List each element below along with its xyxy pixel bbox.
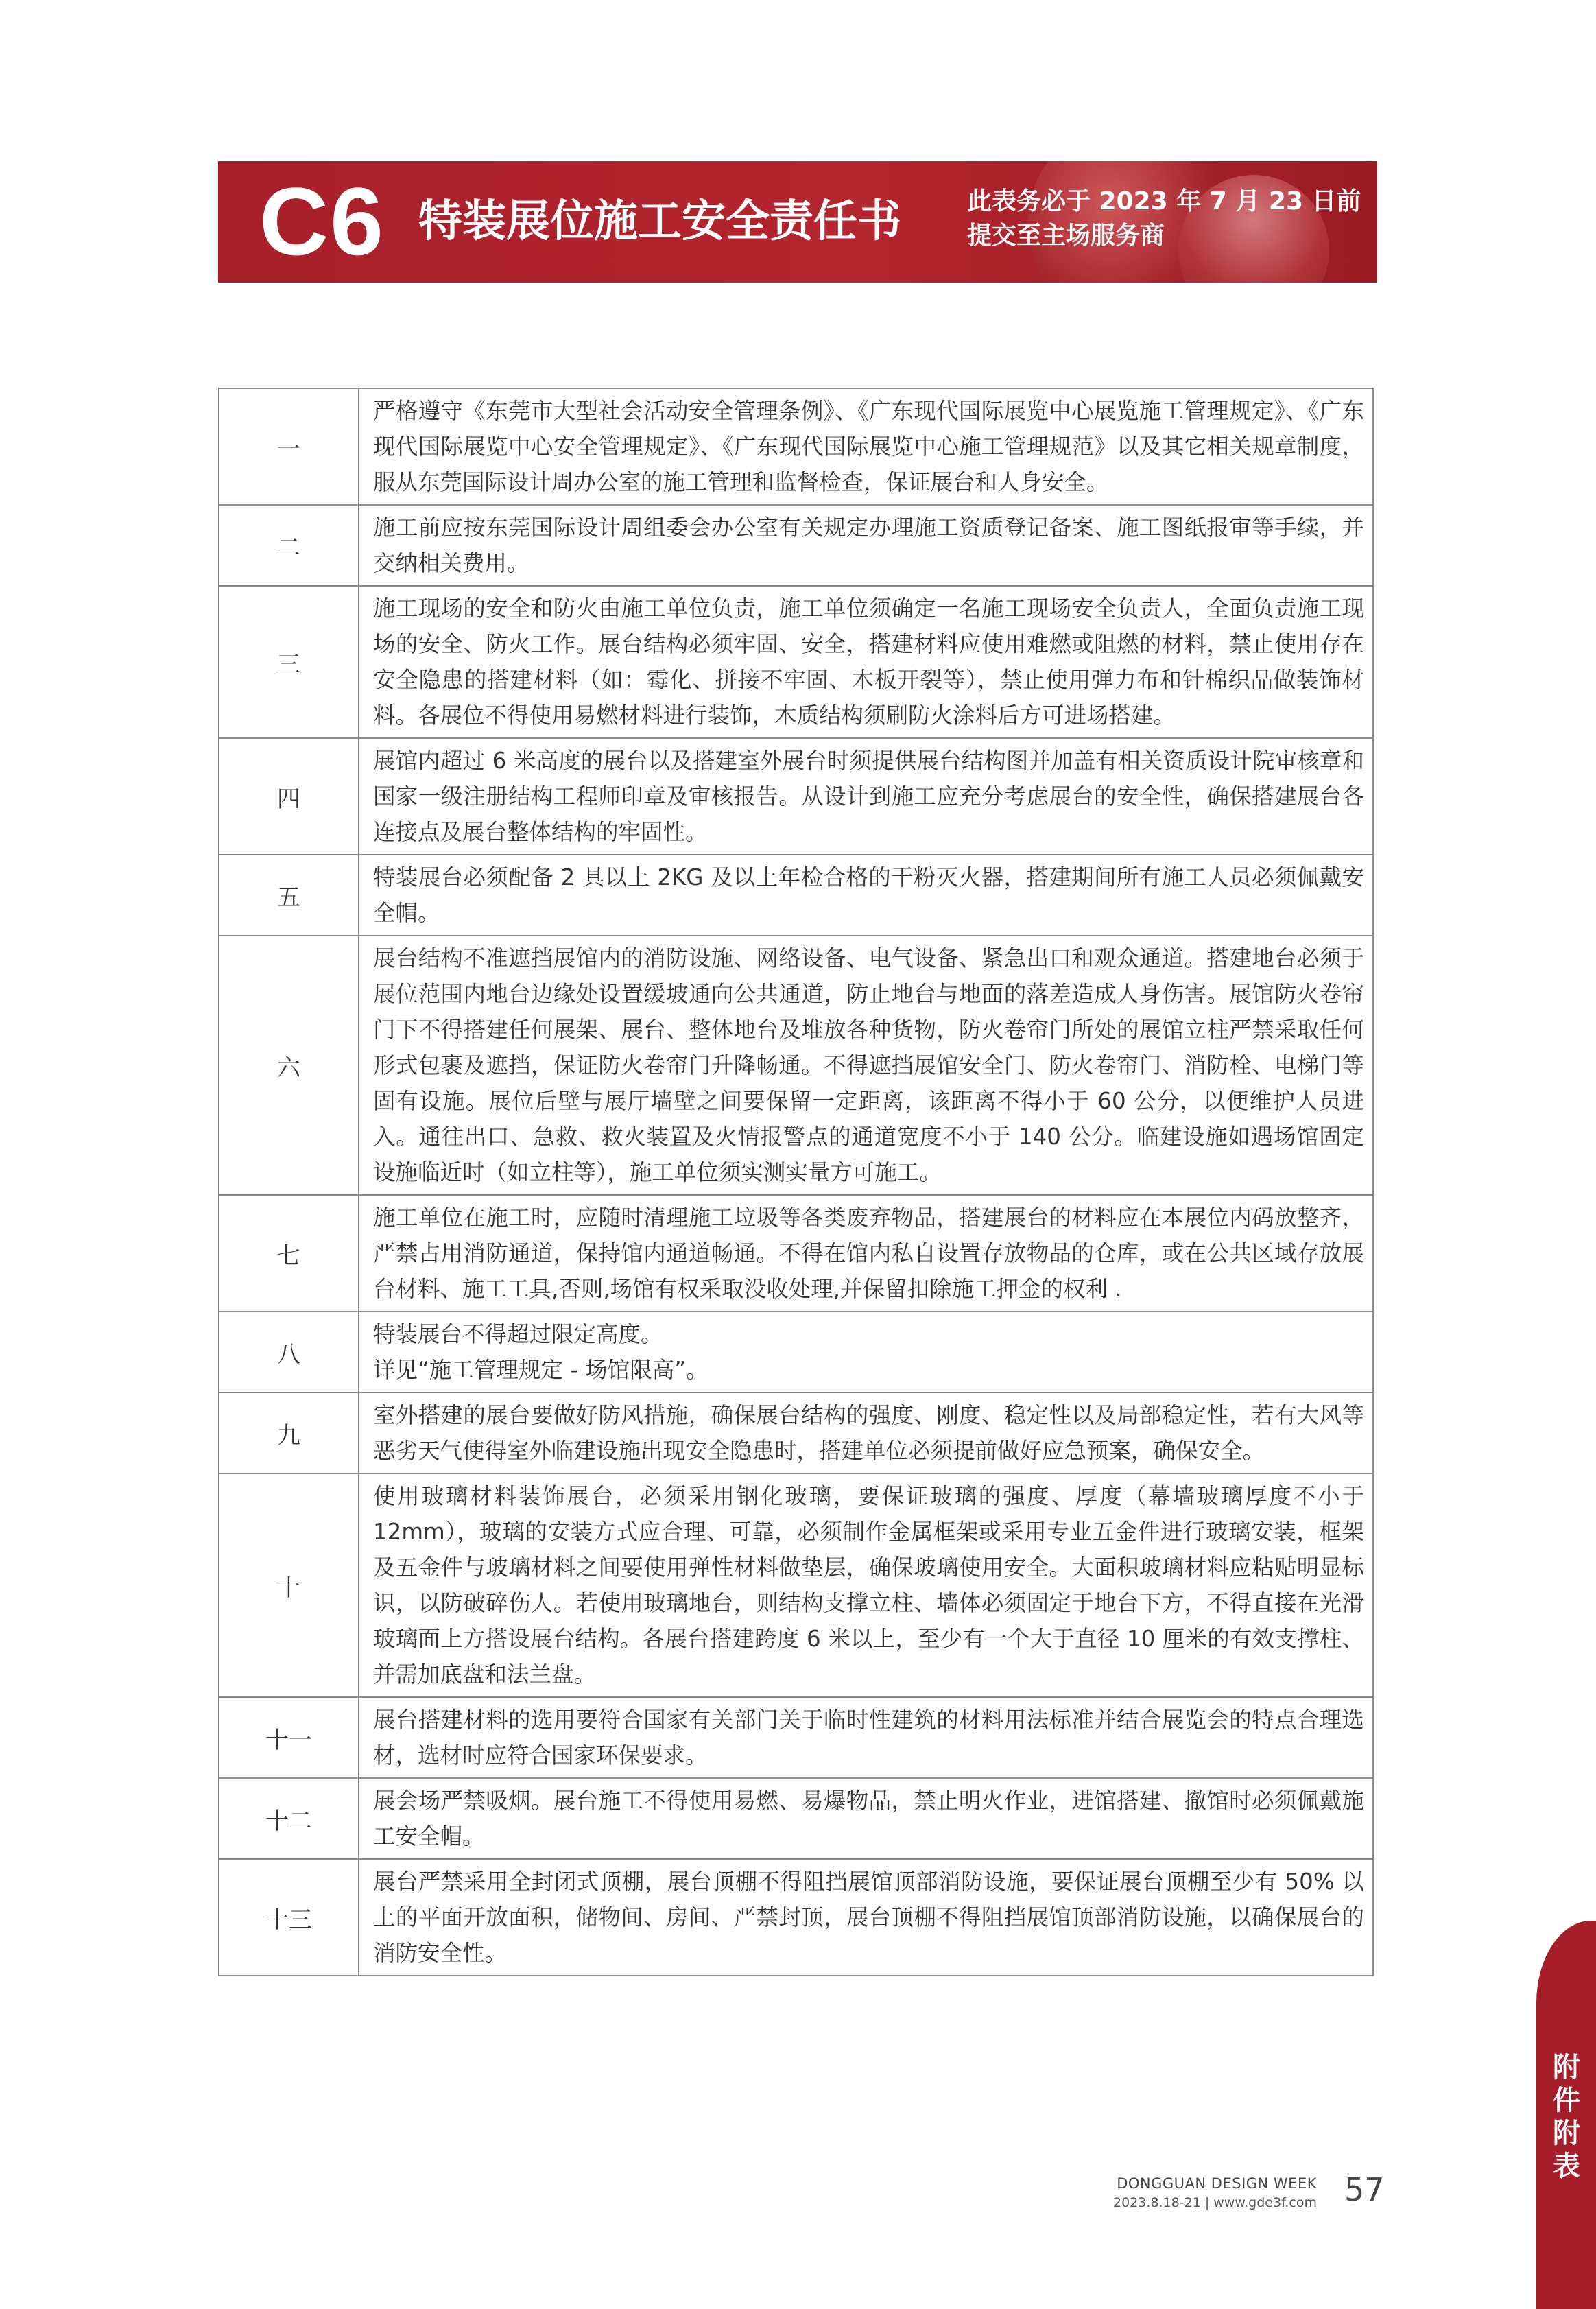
rule-text: 展台结构不准遮挡展馆内的消防设施、网络设备、电气设备、紧急出口和观众通道。搭建地台必须于展位范围内地台边缘处设置缓坡通向公共通道，防止地台与地面的落差造成人身伤害。展馆防火卷帘门下不得搭建任何展架、展台、整体地台及堆放各种货物，防火卷帘门所处的展馆立柱严禁采取任何形式包裹及遮挡，保证防火卷帘门升降畅通。不得遮挡展馆安全门、防火卷帘门、消防栓、电梯门等固有设施。展位后壁与展厅墙壁之间要保留一定距离，该距离不得小于 60 公分，以便维护人员进入。通往出口、急救、救火装置及火情报警点的通道宽度不小于 140 公分。临建设施如遇场馆固定设施临近时（如立柱等），施工单位须实测实量方可施工。 (359, 936, 1373, 1195)
rule-number: 七 (219, 1195, 359, 1312)
table-row (219, 1195, 1373, 1312)
side-tab-label: 附件附表 (1553, 2052, 1580, 2182)
table-row (219, 586, 1373, 738)
rule-number: 十 (219, 1473, 359, 1697)
rule-number: 十一 (219, 1697, 359, 1778)
rule-text: 施工现场的安全和防火由施工单位负责，施工单位须确定一名施工现场安全负责人，全面负责施工现场的安全、防火工作。展台结构必须牢固、安全，搭建材料应使用难燃或阻燃的材料，禁止使用存在安全隐患的搭建材料（如：霉化、拼接不牢固、木板开裂等），禁止使用弹力布和针棉织品做装饰材料。各展位不得使用易燃材料进行装饰，木质结构须刷防火涂料后方可进场搭建。 (359, 586, 1373, 738)
table-row (219, 1697, 1373, 1778)
rule-text: 展台严禁采用全封闭式顶棚，展台顶棚不得阻挡展馆顶部消防设施，要保证展台顶棚至少有 50% 以上的平面开放面积，储物间、房间、严禁封顶，展台顶棚不得阻挡展馆顶部消防设施，以确保展台的消防安全性。 (359, 1859, 1373, 1976)
rule-text: 施工前应按东莞国际设计周组委会办公室有关规定办理施工资质登记备案、施工图纸报审等手续，并交纳相关费用。 (359, 505, 1373, 586)
rule-number: 三 (219, 586, 359, 738)
footer-meta: 2023.8.18-21 | www.gde3f.com (1113, 2195, 1317, 2210)
rule-number: 四 (219, 738, 359, 855)
table-row (219, 1859, 1373, 1976)
page-number: 57 (1344, 2171, 1385, 2208)
rule-number: 九 (219, 1393, 359, 1473)
table-row (219, 855, 1373, 936)
section-code: C6 (259, 167, 385, 275)
table-row (219, 505, 1373, 586)
rule-text: 特装展台不得超过限定高度。 详见“施工管理规定 - 场馆限高”。 (359, 1312, 1373, 1393)
rule-text: 展馆内超过 6 米高度的展台以及搭建室外展台时须提供展台结构图并加盖有相关资质设计院审核章和国家一级注册结构工程师印章及审核报告。从设计到施工应充分考虑展台的安全性，确保搭建展台各连接点及展台整体结构的牢固性。 (359, 738, 1373, 855)
rule-text: 室外搭建的展台要做好防风措施，确保展台结构的强度、刚度、稳定性以及局部稳定性，若有大风等恶劣天气使得室外临建设施出现安全隐患时，搭建单位必须提前做好应急预案，确保安全。 (359, 1393, 1373, 1473)
rule-text: 展台搭建材料的选用要符合国家有关部门关于临时性建筑的材料用法标准并结合展览会的特点合理选材，选材时应符合国家环保要求。 (359, 1697, 1373, 1778)
rule-text: 使用玻璃材料装饰展台，必须采用钢化玻璃，要保证玻璃的强度、厚度（幕墙玻璃厚度不小于 12mm），玻璃的安装方式应合理、可靠，必须制作金属框架或采用专业五金件进行玻璃安装，框架及五金件与玻璃材料之间要使用弹性材料做垫层，确保玻璃使用安全。大面积玻璃材料应粘贴明显标识，以防破碎伤人。若使用玻璃地台，则结构支撑立柱、墙体必须固定于地台下方，不得直接在光滑玻璃面上方搭设展台结构。各展台搭建跨度 6 米以上，至少有一个大于直径 10 厘米的有效支撑柱、并需加底盘和法兰盘。 (359, 1473, 1373, 1697)
rule-number: 五 (219, 855, 359, 936)
rule-number: 八 (219, 1312, 359, 1393)
deadline-note-line1: 此表务必于 2023 年 7 月 23 日前 (967, 187, 1361, 215)
rule-number: 一 (219, 388, 359, 505)
rule-number: 二 (219, 505, 359, 586)
rule-number: 十二 (219, 1778, 359, 1859)
table-row (219, 738, 1373, 855)
deadline-note (967, 185, 1361, 253)
table-row (219, 1393, 1373, 1473)
table-row (219, 1312, 1373, 1393)
table-row (219, 388, 1373, 505)
page-title: 特装展位施工安全责任书 (418, 196, 901, 247)
rule-text: 特装展台必须配备 2 具以上 2KG 及以上年检合格的干粉灭火器，搭建期间所有施工人员必须佩戴安全帽。 (359, 855, 1373, 936)
rule-number: 六 (219, 936, 359, 1195)
section-banner (218, 161, 1377, 283)
rule-text: 施工单位在施工时，应随时清理施工垃圾等各类废弃物品，搭建展台的材料应在本展位内码放整齐，严禁占用消防通道，保持馆内通道畅通。不得在馆内私自设置存放物品的仓库，或在公共区域存放展台材料、施工工具,否则,场馆有权采取没收处理,并保留扣除施工押金的权利 . (359, 1195, 1373, 1312)
section-side-tab[interactable] (1536, 1921, 1596, 2309)
table-row (219, 1473, 1373, 1697)
deadline-note-line2: 提交至主场服务商 (967, 222, 1165, 250)
rule-number: 十三 (219, 1859, 359, 1976)
rule-text: 展会场严禁吸烟。展台施工不得使用易燃、易爆物品，禁止明火作业，进馆搭建、撤馆时必须佩戴施工安全帽。 (359, 1778, 1373, 1859)
footer-brand: DONGGUAN DESIGN WEEK (1117, 2175, 1317, 2192)
table-row (219, 1778, 1373, 1859)
rules-table (218, 388, 1374, 1976)
table-row (219, 936, 1373, 1195)
rule-text: 严格遵守《东莞市大型社会活动安全管理条例》、《广东现代国际展览中心展览施工管理规定》、《广东现代国际展览中心安全管理规定》、《广东现代国际展览中心施工管理规范》以及其它相关规章制度，服从东莞国际设计周办公室的施工管理和监督检查，保证展台和人身安全。 (359, 388, 1373, 505)
